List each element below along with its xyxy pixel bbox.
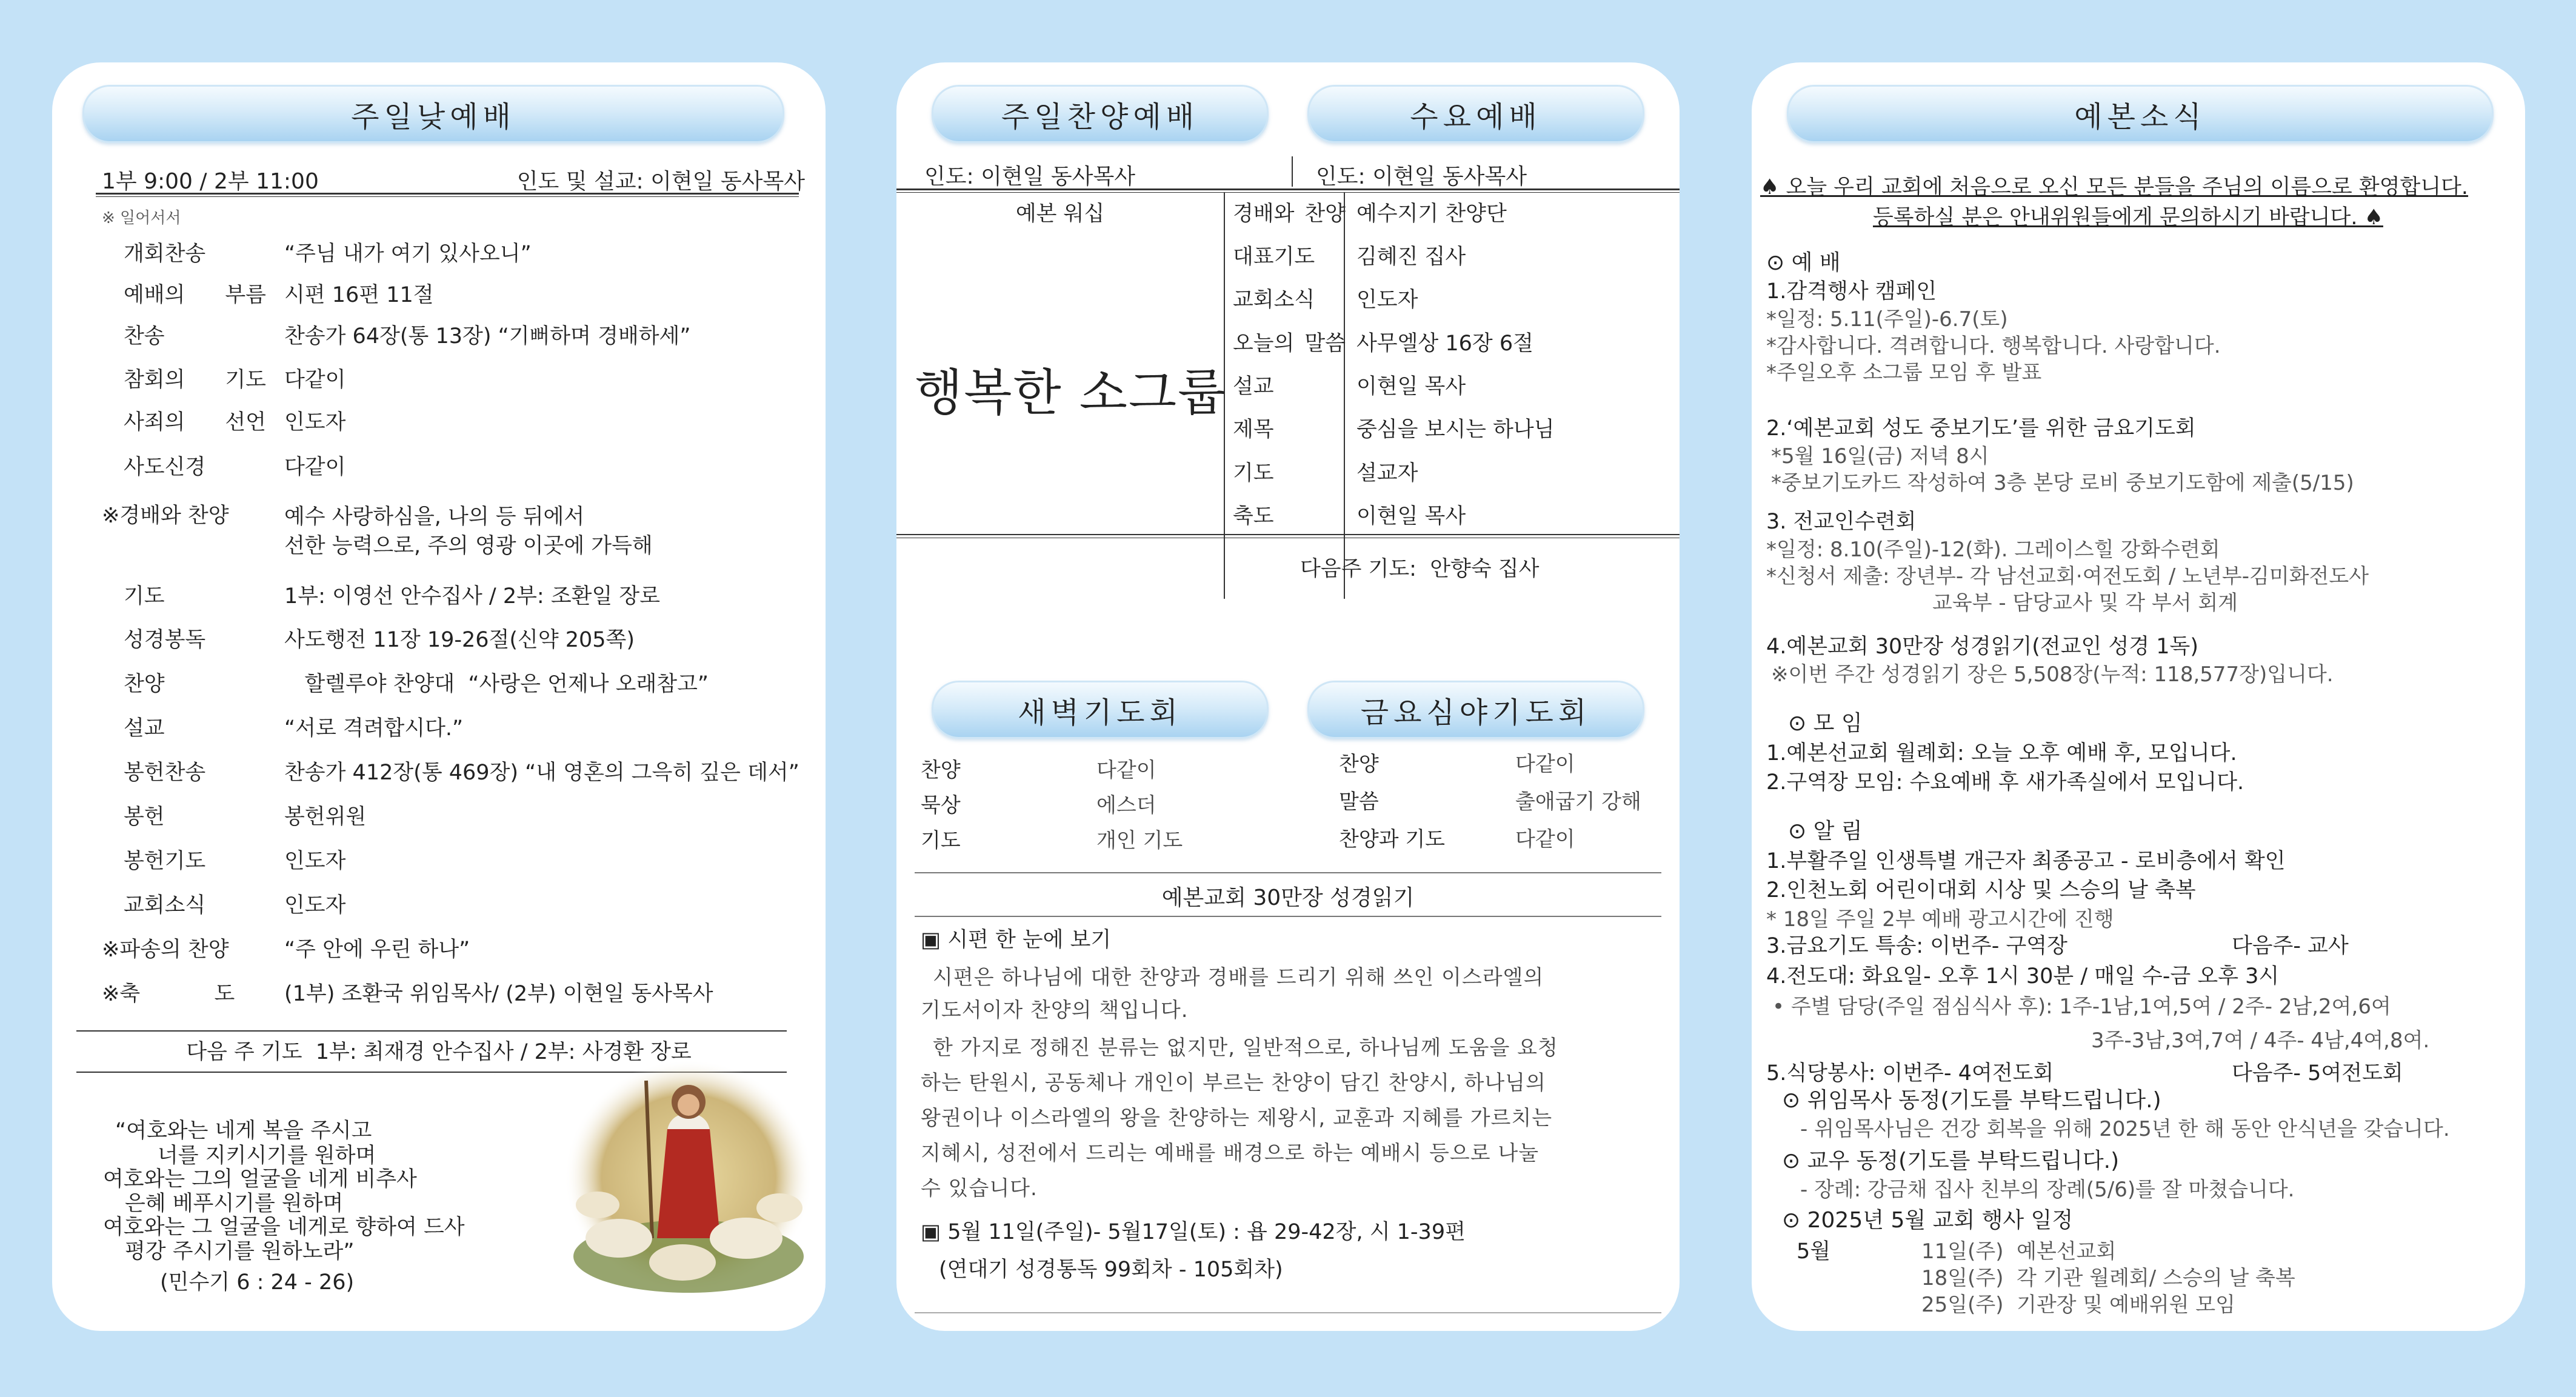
sending-value: “주 안에 우린 하나” (284, 938, 470, 962)
order-row: 기도 1부: 이영선 안수집사 / 2부: 조환일 장로 (124, 584, 661, 608)
welcome-line2: 등록하실 분은 안내위원들에게 문의하시기 바랍니다. ♠ (1873, 205, 2383, 230)
small-group-title: 행복한 소그룹 (915, 364, 1227, 422)
reading-text: 지혜시, 성전에서 드리는 예배를 배경으로 하는 예배시 등으로 나눌 (921, 1141, 1540, 1165)
friday-label: 찬양 (1339, 752, 1379, 776)
notice-item: 4.전도대: 화요일- 오후 1시 30분 / 매일 수-금 오후 3시 (1766, 964, 2280, 989)
notice-item: 다음주- 교사 (2232, 934, 2349, 958)
verse-line: 은혜 베푸시기를 원하며 (125, 1192, 344, 1216)
friday-label: 찬양과 기도 (1339, 827, 1446, 852)
section-pastor-news: ⊙ 위임목사 동정(기도를 부탁드립니다.) (1782, 1088, 2161, 1113)
order-row: 교회소식 인도자 (124, 893, 346, 918)
notice-item: 다음주- 5여전도회 (2232, 1061, 2403, 1085)
service-leader: 인도 및 설교: 이현일 동사목사 (516, 169, 805, 194)
reading-week: ▣ 5월 11일(주일)- 5월17일(토) : 욥 29-42장, 시 1-39편 (921, 1220, 1466, 1244)
order-row: 찬양 할렐루야 찬양대 “사랑은 언제나 오래참고” (124, 672, 709, 696)
worship-songs-line2: 선한 능력으로, 주의 영광 이곳에 가득해 (284, 534, 653, 558)
reading-subtitle: ▣ 시편 한 눈에 보기 (921, 928, 1112, 952)
divider (76, 1030, 787, 1032)
divider (915, 1312, 1661, 1313)
divider (915, 916, 1661, 917)
verse-reference: (민수기 6 : 24 - 26) (160, 1270, 355, 1295)
order-row: 봉헌찬송 찬송가 412장(통 469장) “내 영혼의 그윽히 깊은 데서” (124, 761, 799, 785)
next-week-prayer: 다음주 기도: 안향숙 집사 (1300, 557, 1540, 581)
order-row: 봉헌기도 인도자 (124, 849, 346, 873)
notice-item: * 18일 주일 2부 예배 광고시간에 진행 (1766, 907, 2114, 932)
order-row: 경배와 찬양 예수지기 찬양단 (1233, 202, 1507, 226)
dawn-value: 다같이 (1096, 758, 1156, 782)
order-row: 사죄의 선언 인도자 (124, 410, 346, 435)
order-row: 설교 이현일 목사 (1233, 375, 1466, 399)
section-meeting: ⊙ 모 임 (1788, 711, 1863, 736)
news-item: *일정: 8.10(주일)-12(화). 그레이스힐 강화수련회 (1766, 538, 2220, 562)
schedule-item: 11일(주) 예본선교회 (1921, 1239, 2117, 1264)
news-item: *감사합니다. 격려합니다. 행복합니다. 사랑합니다. (1766, 334, 2221, 358)
meeting-item: 2.구역장 모임: 수요예배 후 새가족실에서 모입니다. (1766, 770, 2244, 795)
title-sunday-praise: 주일찬양예배 (932, 85, 1269, 143)
news-item: ※이번 주간 성경읽기 장은 5,508장(누적: 118,577장)입니다. (1771, 662, 2334, 687)
worship-team-header: 예본 워십 (1015, 202, 1105, 226)
next-week-prayer: 다음 주 기도 1부: 최재경 안수집사 / 2부: 사경환 장로 (186, 1040, 692, 1064)
news-item: *신청서 제출: 장년부- 각 남선교회·여전도회 / 노년부-김미화전도사 (1766, 564, 2369, 588)
divider (896, 188, 1680, 190)
title-wednesday: 수요예배 (1307, 85, 1644, 143)
divider (896, 192, 1680, 193)
panel-title: 주일낮예배 (82, 85, 784, 143)
schedule-item: 25일(주) 기관장 및 예배위원 모임 (1921, 1293, 2235, 1317)
panel-church-news (1752, 62, 2525, 1331)
order-row: 대표기도 김혜진 집사 (1233, 245, 1466, 269)
order-row: 제목 중심을 보시는 하나님 (1233, 418, 1555, 442)
friday-value: 다같이 (1515, 827, 1575, 852)
news-item: 4.예본교회 30만장 성경읽기(전교인 성경 1독) (1766, 635, 2198, 659)
divider (915, 872, 1661, 873)
verse-line: “여호와는 네게 복을 주시고 (115, 1119, 372, 1143)
notice-item: 3.금요기도 특송: 이번주- 구역장 (1766, 934, 2067, 958)
section-notice: ⊙ 알 림 (1788, 819, 1863, 844)
notice-item: 3주-3남,3여,7여 / 4주- 4남,4여,8여. (2091, 1029, 2430, 1053)
welcome-line1: ♠ 오늘 우리 교회에 처음으로 오신 모든 분들을 주님의 이름으로 환영합니다. (1760, 175, 2469, 199)
verse-line: 여호와는 그의 얼굴을 네게 비추사 (103, 1167, 417, 1192)
dawn-value: 개인 기도 (1096, 829, 1183, 853)
reading-text: 시편은 하나님에 대한 찬양과 경배를 드리기 위해 쓰인 이스라엘의 (933, 965, 1544, 990)
worship-label: ※경배와 찬양 (102, 504, 229, 528)
stand-note: ※ 일어서서 (102, 209, 181, 227)
dawn-value: 에스더 (1096, 793, 1156, 818)
news-item: 1.감격행사 캠페인 (1766, 279, 1937, 304)
divider (96, 193, 799, 195)
divider (1292, 156, 1293, 187)
order-row: 찬송 찬송가 64장(통 13장) “기뻐하며 경배하세” (124, 324, 691, 348)
order-row: 교회소식 인도자 (1233, 288, 1418, 312)
news-item: 2.‘예본교회 성도 중보기도’를 위한 금요기도회 (1766, 416, 2196, 441)
sending-label: ※파송의 찬양 (102, 938, 229, 962)
news-item: 교육부 - 담당교사 및 각 부서 회계 (1932, 591, 2238, 615)
meeting-item: 1.예본선교회 월례회: 오늘 오후 예배 후, 모입니다. (1766, 741, 2237, 765)
order-row: 개회찬송 “주님 내가 여기 있사오니” (124, 242, 532, 266)
panel-title: 예본소식 (1787, 85, 2494, 143)
notice-item: 1.부활주일 인생특별 개근자 최종공고 - 로비층에서 확인 (1766, 849, 2286, 873)
friday-value: 출애굽기 강해 (1515, 790, 1641, 814)
order-row: 성경봉독 사도행전 11장 19-26절(신약 205쪽) (124, 628, 635, 652)
divider (896, 534, 1680, 535)
title-dawn-prayer: 새벽기도회 (932, 681, 1269, 739)
news-item: *일정: 5.11(주일)-6.7(토) (1766, 307, 2008, 332)
order-row: 사도신경 다같이 (124, 455, 346, 479)
blessing-value: (1부) 조환국 위임목사/ (2부) 이현일 동사목사 (284, 982, 713, 1006)
section-member-news: ⊙ 교우 동정(기도를 부탁드립니다.) (1782, 1149, 2120, 1173)
reading-text: 왕권이나 이스라엘의 왕을 찬양하는 제왕시, 교훈과 지혜를 가르치는 (921, 1106, 1553, 1130)
leader-right: 인도: 이현일 동사목사 (1316, 164, 1527, 189)
dawn-label: 묵상 (921, 793, 961, 818)
service-time: 1부 9:00 / 2부 11:00 (102, 169, 319, 194)
order-row: 봉헌 봉헌위원 (124, 805, 367, 829)
dawn-label: 기도 (921, 829, 961, 853)
schedule-item: 18일(주) 각 기관 월례회/ 스승의 날 축복 (1921, 1266, 2295, 1290)
news-item: *주일오후 소그룹 모임 후 발표 (1766, 361, 2042, 385)
reading-text: 수 있습니다. (921, 1176, 1038, 1201)
blessing-label: ※축 도 (102, 982, 235, 1006)
section-worship: ⊙ 예 배 (1766, 250, 1841, 275)
panel-sunday-service (52, 62, 826, 1331)
order-row: 설교 “서로 격려합시다.” (124, 716, 464, 741)
notice-item: 5.식당봉사: 이번주- 4여전도회 (1766, 1061, 2054, 1085)
verse-line: 평강 주시기를 원하노라” (125, 1239, 355, 1264)
title-friday-prayer: 금요심야기도회 (1307, 681, 1644, 739)
worship-songs-line1: 예수 사랑하심을, 나의 등 뒤에서 (284, 505, 585, 529)
reading-plan: (연대기 성경통독 99회차 - 105회차) (939, 1258, 1283, 1282)
order-row: 오늘의 말씀 사무엘상 16장 6절 (1233, 332, 1533, 356)
reading-text: 기도서이자 찬양의 책입니다. (921, 998, 1189, 1022)
panel-worship-schedule (896, 62, 1680, 1331)
divider (96, 196, 799, 197)
order-row: 축도 이현일 목사 (1233, 504, 1466, 528)
section-schedule: ⊙ 2025년 5월 교회 행사 일정 (1782, 1208, 2074, 1233)
notice-item: 2.인천노회 어린이대회 시상 및 스승의 날 축복 (1766, 878, 2196, 902)
member-note: - 장례: 강금채 집사 친부의 장례(5/6)를 잘 마쳤습니다. (1800, 1178, 2295, 1202)
news-item: *5월 16일(금) 저녁 8시 (1771, 444, 1989, 468)
reading-text: 하는 탄원시, 공동체나 개인이 부르는 찬양이 담긴 찬양시, 하나님의 (921, 1071, 1546, 1095)
dawn-label: 찬양 (921, 758, 961, 782)
bible-reading-title: 예본교회 30만장 성경읽기 (1161, 885, 1415, 910)
friday-value: 다같이 (1515, 752, 1575, 776)
order-row: 참회의 기도 다같이 (124, 368, 346, 392)
notice-item: • 주별 담당(주일 점심식사 후): 1주-1남,1여,5여 / 2주- 2남,2여,6여 (1772, 995, 2391, 1019)
order-row: 예배의 부름 시편 16편 11절 (124, 283, 434, 307)
news-item: 3. 전교인수련회 (1766, 510, 1917, 534)
verse-line: 너를 지키시기를 원하며 (158, 1144, 376, 1168)
verse-line: 여호와는 그 얼굴을 네게로 향하여 드사 (103, 1215, 465, 1239)
news-item: *중보기도카드 작성하여 3층 본당 로비 중보기도함에 제출(5/15) (1771, 471, 2354, 495)
leader-left: 인도: 이현일 동사목사 (924, 164, 1135, 189)
pastor-note: - 위임목사님은 건강 회복을 위해 2025년 한 해 동안 안식년을 갖습니다. (1800, 1117, 2450, 1141)
reading-text: 한 가지로 정해진 분류는 없지만, 일반적으로, 하나님께 도움을 요청 (933, 1036, 1558, 1060)
order-row: 기도 설교자 (1233, 461, 1418, 485)
schedule-month: 5월 (1797, 1239, 1831, 1264)
shepherd-illustration (561, 1056, 816, 1299)
friday-label: 말씀 (1339, 790, 1379, 814)
